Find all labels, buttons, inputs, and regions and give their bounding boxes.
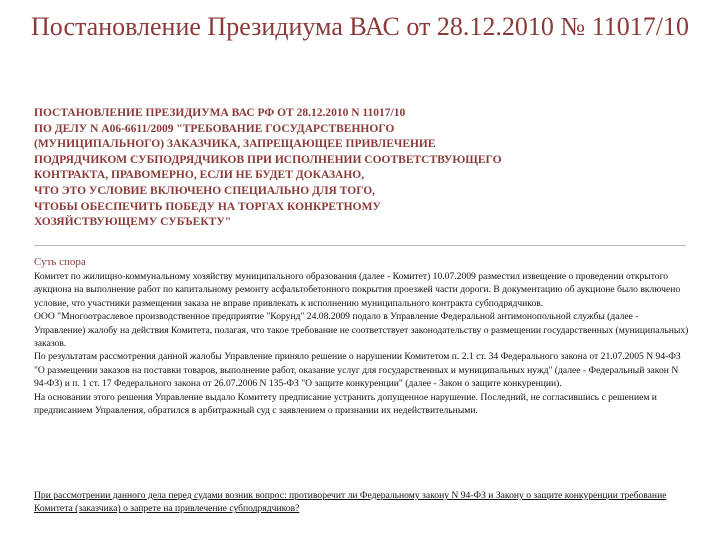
- heading-line: ПОДРЯДЧИКОМ СУБПОДРЯДЧИКОВ ПРИ ИСПОЛНЕНИИ СООТВЕТСТВУЮЩЕГО: [34, 153, 502, 166]
- heading-line: ПО ДЕЛУ N А06-6611/2009 "ТРЕБОВАНИЕ ГОСУДАРСТВЕННОГО: [34, 122, 395, 135]
- heading-line: ПОСТАНОВЛЕНИЕ ПРЕЗИДИУМА ВАС РФ ОТ 28.12.2010 N 11017/10: [34, 107, 406, 119]
- section-title: Суть спора: [34, 256, 86, 268]
- heading-divider: [34, 245, 686, 246]
- resolution-heading: [34, 106, 694, 231]
- heading-line: ХОЗЯЙСТВУЮЩЕМУ СУБЪЕКТУ": [34, 216, 232, 229]
- body-paragraph: На основании этого решения Управление выдало Комитету предписание устранить допущенное нарушение. Последний, не согласившись с решением и предписанием Управления, обратился в арбитражный суд с заявлением о признании их недействительными.: [34, 391, 657, 417]
- dispute-body: [34, 270, 690, 417]
- body-paragraph: ООО "Многоотраслевое производственное предприятие "Корунд" 24.08.2009 подало в Управление Федеральной антимонопольной службы (далее - Управление) жалобу на действия Комитета, полагая, что такое требование не соответствует законодательству о размещении государственных (муниципальных) заказов.: [34, 311, 689, 350]
- heading-line: ЧТОБЫ ОБЕСПЕЧИТЬ ПОБЕДУ НА ТОРГАХ КОНКРЕТНОМУ: [34, 200, 381, 213]
- heading-line: КОНТРАКТА, ПРАВОМЕРНО, ЕСЛИ НЕ БУДЕТ ДОКАЗАНО,: [34, 169, 365, 182]
- slide-title: Постановление Президиума ВАС от 28.12.2010 № 11017/10: [31, 12, 689, 41]
- heading-line: ЧТО ЭТО УСЛОВИЕ ВКЛЮЧЕНО СПЕЦИАЛЬНО ДЛЯ ТОГО,: [34, 184, 376, 197]
- body-paragraph: По результатам рассмотрения данной жалобы Управление приняло решение о нарушении Комитетом п. 2.1 ст. 34 Федерального закона от 21.07.2005 N 94-ФЗ "О размещении заказов на поставки товаров, выполнение работ, оказание услуг для государственных и муниципальных нужд" (далее - Федеральный закон N 94-ФЗ) и п. 1 ст. 17 Федерального закона от 26.07.2006 N 135-ФЗ "О защите конкуренции" (далее - Закон о защите конкуренции).: [34, 351, 681, 390]
- heading-line: (МУНИЦИПАЛЬНОГО) ЗАКАЗЧИКА, ЗАПРЕЩАЮЩЕЕ ПРИВЛЕЧЕНИЕ: [34, 138, 436, 151]
- body-paragraph: Комитет по жилищно-коммунальному хозяйству муниципального образования (далее - Комитет) 10.07.2009 разместил извещение о проведении открытого аукциона на выполнение работ по капитальному ремонту асфальтобетонного покрытия проезжей части дороги. В документацию об аукционе было включено условие, что участники размещения заказа не вправе привлекать к исполнению муниципального контракта субподрядчиков.: [34, 271, 681, 309]
- question-text: При рассмотрении данного дела перед судами возник вопрос: противоречит ли Федеральному закону N 94-ФЗ и Закону о защите конкуренции требование Комитета (заказчика) о запрете на привлечение субподрядчиков?: [34, 490, 667, 515]
